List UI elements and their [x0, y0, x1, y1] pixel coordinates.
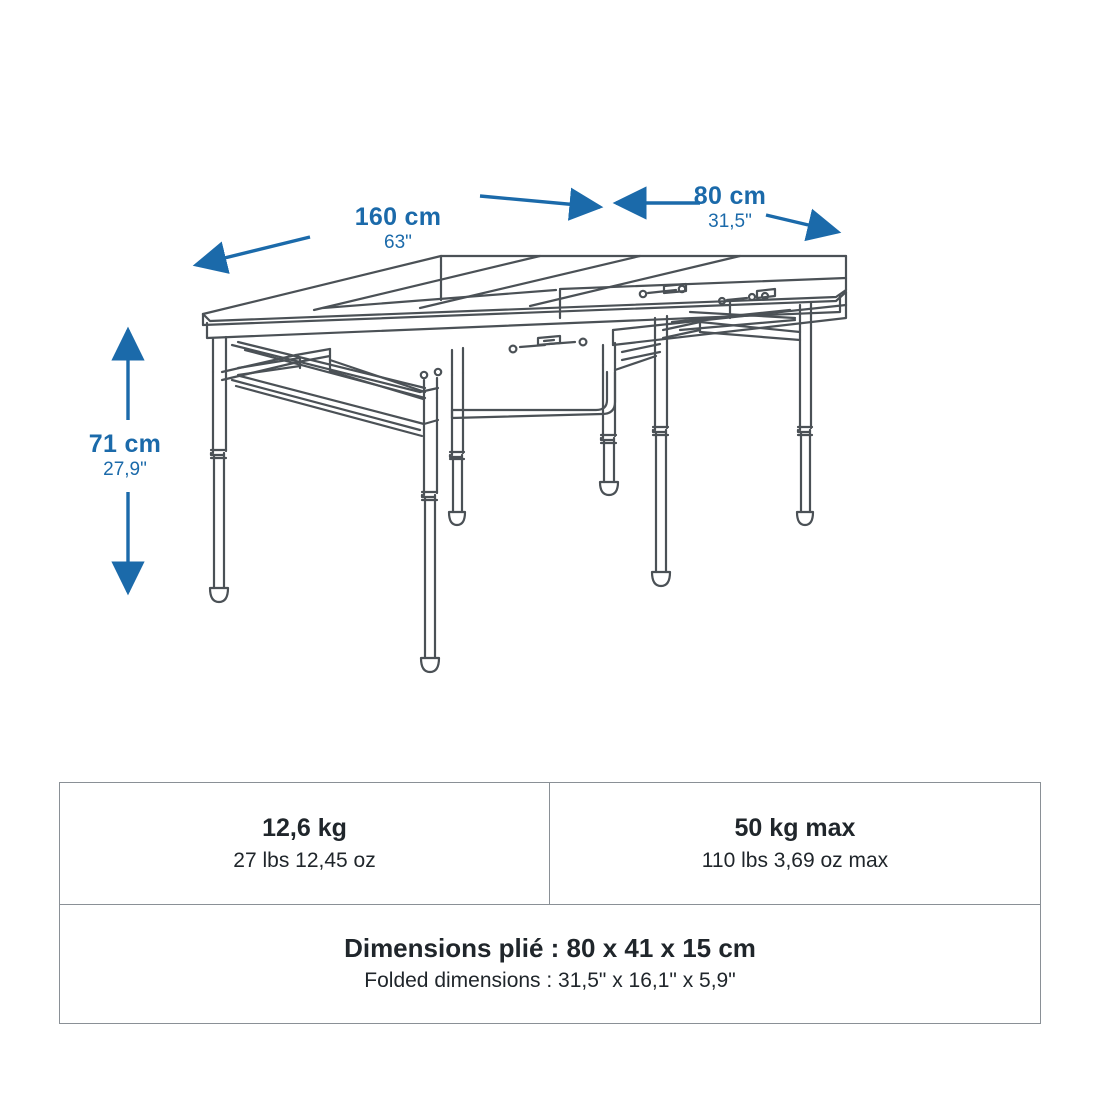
length-dimension-label	[318, 203, 478, 254]
load-secondary: 110 lbs 3,69 oz max	[701, 849, 889, 873]
height-metric: 71 cm	[88, 430, 162, 458]
weight-primary: 12,6 kg	[262, 814, 347, 842]
width-metric: 80 cm	[693, 182, 767, 210]
load-primary: 50 kg max	[734, 814, 856, 842]
height-dimension-label	[60, 430, 190, 481]
width-dimension-label	[640, 182, 820, 233]
folded-primary: Dimensions plié : 80 x 41 x 15 cm	[344, 932, 756, 963]
folded-secondary: Folded dimensions : 31,5" x 16,1" x 5,9"	[364, 969, 736, 993]
spec-table	[59, 782, 1041, 1024]
weight-secondary: 27 lbs 12,45 oz	[233, 849, 376, 873]
spec-row-weight-load	[60, 783, 1040, 905]
spec-cell-folded	[60, 905, 1040, 1024]
width-imperial: 31,5"	[708, 210, 752, 232]
height-imperial: 27,9"	[103, 458, 147, 480]
spec-row-folded	[60, 905, 1040, 1024]
length-imperial: 63"	[384, 231, 412, 253]
spec-cell-load	[550, 783, 1040, 905]
length-metric: 160 cm	[354, 203, 442, 231]
spec-cell-weight	[60, 783, 550, 905]
